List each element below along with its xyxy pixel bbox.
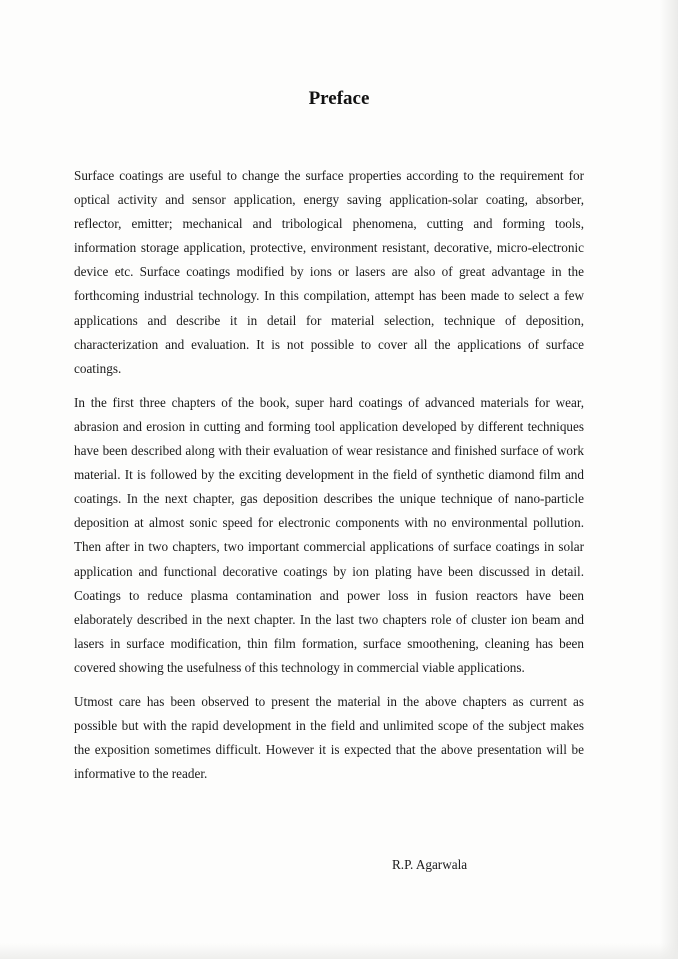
paragraph-3: Utmost care has been observed to present the material in the above chapters as current as possible but with the rapid development in the field and unlimited scope of the subject makes the exposition sometimes difficult. However it is expected that the above presentation will be informative to the reader. — [74, 693, 584, 782]
paragraph-1: Surface coatings are useful to change the surface properties according to the requirement for optical activity and sensor application, energy saving application-solar coating, absorber, reflector, emitter; mechanical and tribological phenomena, cutting and forming tools, information storage application, protective, environment resistant, decorative, micro-electronic device etc. Surface coatings modified by ions or lasers are also of great advantage in the forthcoming industrial technology. In this compilation, attempt has been made to select a few applications and describe it in detail for material selection, technique of deposition, characterization and evaluation. It is not possible to cover all the applications of surface coatings. — [74, 168, 584, 376]
author-signature: R.P. Agarwala — [392, 857, 468, 872]
page-title: Preface — [308, 88, 370, 109]
preface-body — [74, 164, 584, 796]
page-edge-shadow — [660, 0, 678, 959]
paragraph-2: In the first three chapters of the book, super hard coatings of advanced materials for wear, abrasion and erosion in cutting and forming tool application developed by different techniques have been described along with their evaluation of wear resistance and finished surface of work material. It is followed by the exciting development in the field of synthetic diamond film and coatings. In the next chapter, gas deposition describes the unique technique of nano-particle deposition at almost sonic speed for electronic components with no environmental pollution. Then after in two chapters, two important commercial applications of surface coatings in solar application and functional decorative coatings by ion plating have been discussed in detail. Coatings to reduce plasma contamination and power loss in fusion reactors have been elaborately described in the next chapter. In the last two chapters role of cluster ion beam and lasers in surface modification, thin film formation, surface smoothening, cleaning has been covered showing the usefulness of this technology in commercial viable applications. — [74, 394, 584, 675]
page-bottom-shadow — [0, 943, 678, 959]
